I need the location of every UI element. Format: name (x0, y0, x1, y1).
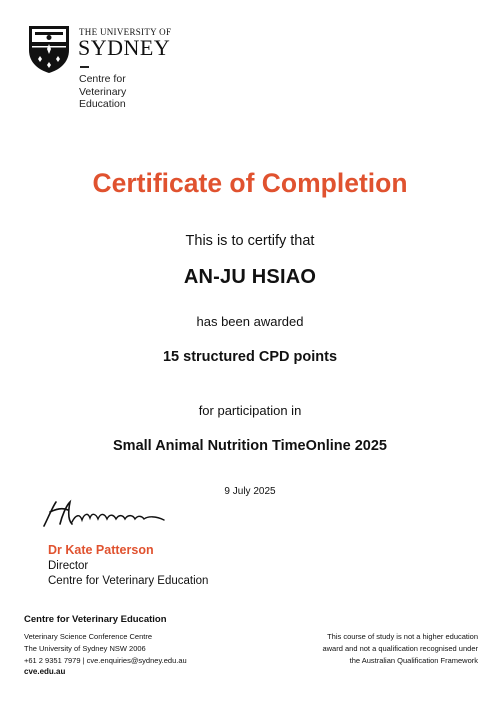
footer-address-line: Veterinary Science Conference Centre (24, 632, 152, 641)
logo-university-line: THE UNIVERSITY OF (79, 27, 172, 37)
awarded-text: has been awarded (196, 314, 304, 329)
footer-address-line: The University of Sydney NSW 2006 (24, 644, 146, 653)
university-crest-icon (27, 24, 71, 74)
footer-title: Centre for Veterinary Education (24, 614, 167, 625)
recipient-name: AN-JU HSIAO (183, 266, 317, 288)
footer-contact-line: +61 2 9351 7979 | cve.enquiries@sydney.edu.au (24, 656, 187, 665)
footer-disclaimer-line: This course of study is not a higher education (327, 632, 478, 641)
signature-image (38, 494, 178, 534)
course-name: Small Animal Nutrition TimeOnline 2025 (113, 438, 387, 454)
footer-website-link[interactable]: cve.edu.au (24, 667, 66, 676)
signatory-name: Dr Kate Patterson (48, 543, 154, 557)
signatory-role: Director (48, 560, 89, 572)
logo-sydney: SYDNEY (78, 35, 171, 60)
footer-disclaimer-line: the Australian Qualification Framework (349, 656, 478, 665)
participation-text: for participation in (198, 403, 302, 418)
completion-date: 9 July 2025 (224, 486, 276, 497)
logo-department: Centre for Veterinary Education (79, 73, 127, 110)
logo-divider (80, 66, 89, 68)
certificate-title: Certificate of Completion (92, 168, 408, 198)
signatory-department: Centre for Veterinary Education (48, 575, 209, 587)
footer-disclaimer-line: award and not a qualification recognised under (322, 644, 478, 653)
cpd-points: 15 structured CPD points (162, 349, 338, 365)
certify-text: This is to certify that (185, 233, 315, 249)
